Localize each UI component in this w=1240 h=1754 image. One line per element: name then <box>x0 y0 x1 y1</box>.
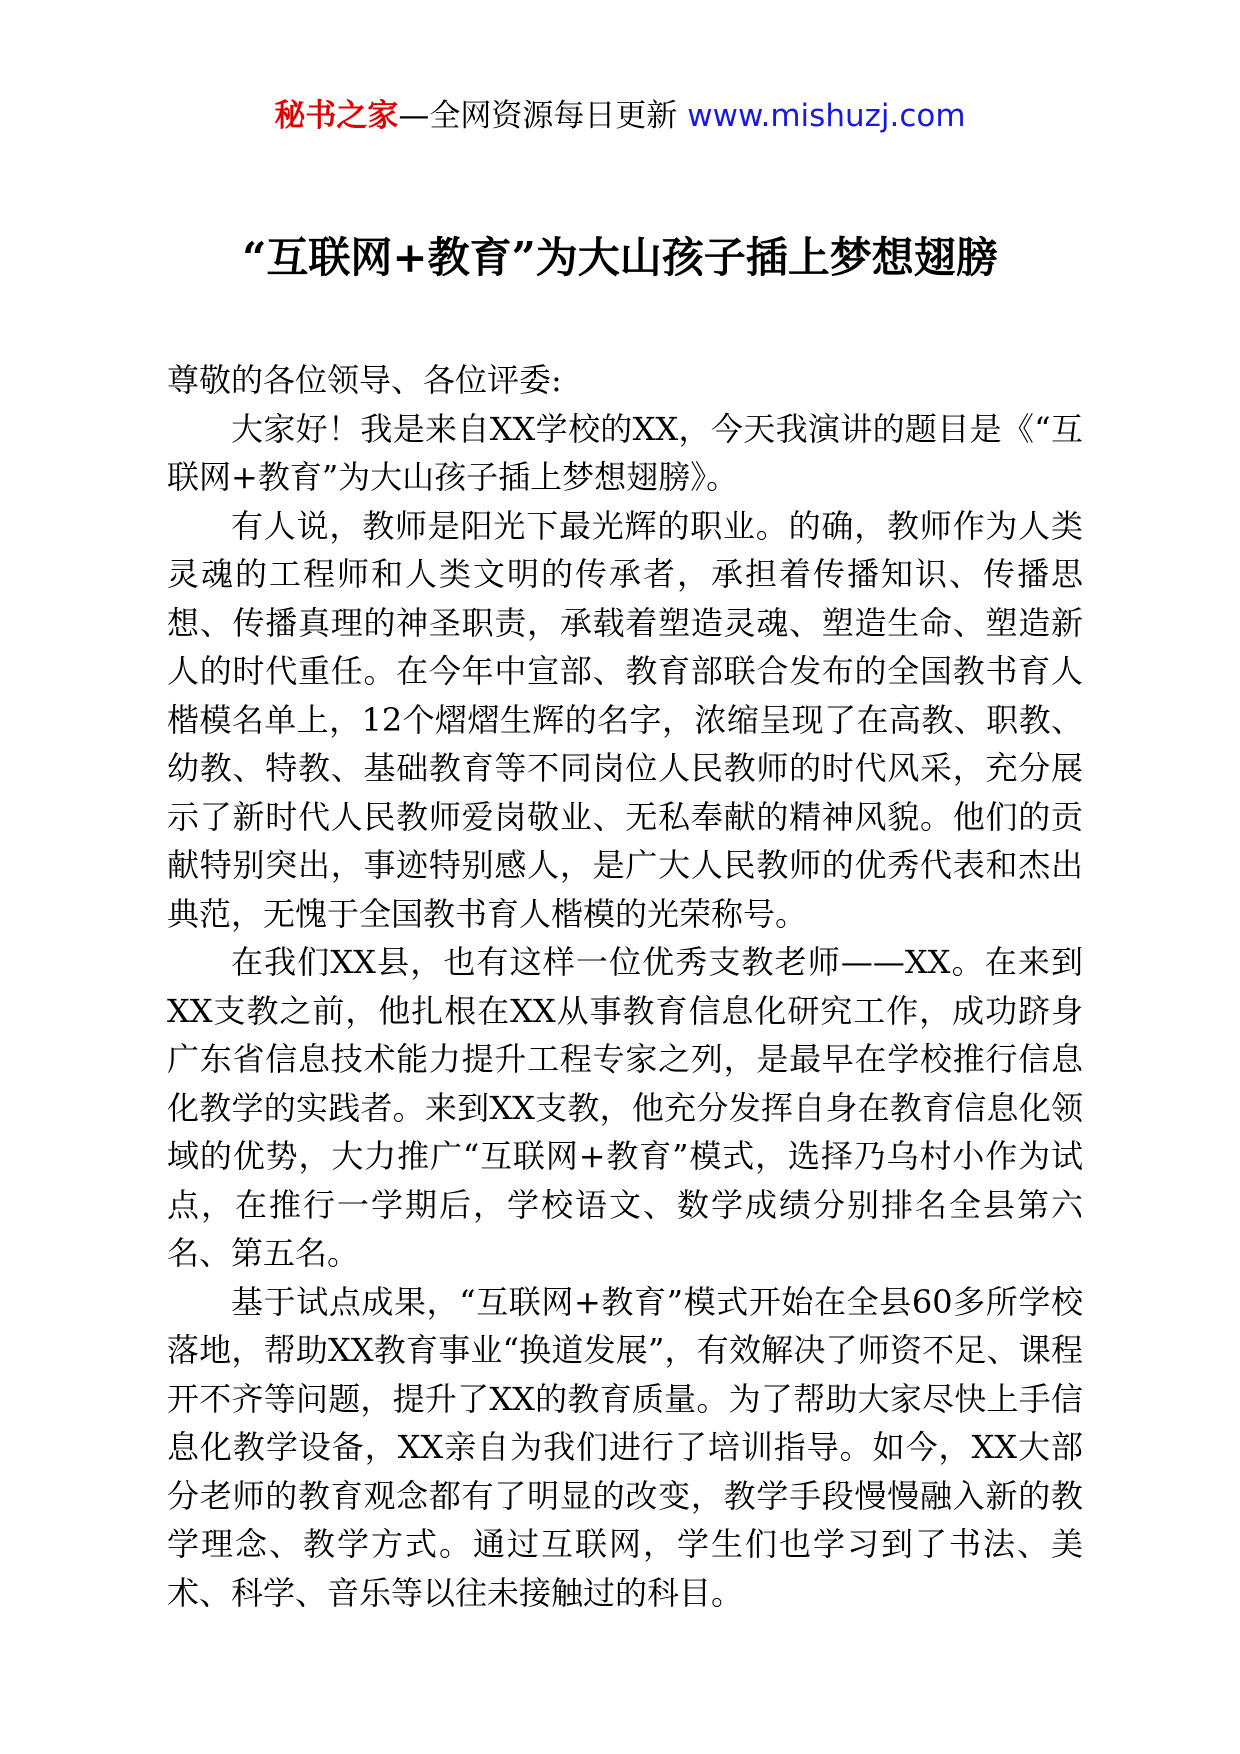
brand-name: 秘书之家 <box>274 98 399 134</box>
document-body <box>167 356 1083 1617</box>
header-slogan: —全网资源每日更新 <box>398 98 678 134</box>
salutation: 尊敬的各位领导、各位评委: <box>167 361 562 399</box>
document-title: “互联网+教育”为大山孩子插上梦想翅膀 <box>242 233 998 282</box>
paragraph: 基于试点成果，“互联网+教育”模式开始在全县60多所学校落地，帮助XX教育事业“换道发展”，有效解决了师资不足、课程开不齐等问题，提升了XX的教育质量。为了帮助大家尽快上手信息化教学设备，XX亲自为我们进行了培训指导。如今，XX大部分老师的教育观念都有了明显的改变，教学手段慢慢融入新的教学理念、教学方式。通过互联网，学生们也学习到了书法、美术、科学、音乐等以往未接触过的科目。 <box>167 1282 1083 1612</box>
paragraph: 大家好！我是来自XX学校的XX，今天我演讲的题目是《“互联网+教育”为大山孩子插上梦想翅膀》。 <box>167 409 1083 496</box>
paragraph: 在我们XX县，也有这样一位优秀支教老师——XX。在来到XX支教之前，他扎根在XX从事教育信息化研究工作，成功跻身广东省信息技术能力提升工程专家之列，是最早在学校推行信息化教学的实践者。来到XX支教，他充分发挥自身在教育信息化领域的优势，大力推广“互联网+教育”模式，选择乃乌村小作为试点，在推行一学期后，学校语文、数学成绩分别排名全县第六名、第五名。 <box>167 943 1083 1272</box>
site-header <box>0 96 1240 136</box>
site-url-link[interactable]: www.mishuzj.com <box>687 98 966 134</box>
paragraph: 有人说，教师是阳光下最光辉的职业。的确，教师作为人类灵魂的工程师和人类文明的传承者，承担着传播知识、传播思想、传播真理的神圣职责，承载着塑造灵魂、塑造生命、塑造新人的时代重任。在今年中宣部、教育部联合发布的全国教书育人楷模名单上，12个熠熠生辉的名字，浓缩呈现了在高教、职教、幼教、特教、基础教育等不同岗位人民教师的时代风采，充分展示了新时代人民教师爱岗敬业、无私奉献的精神风貌。他们的贡献特别突出，事迹特别感人，是广大人民教师的优秀代表和杰出典范，无愧于全国教书育人楷模的光荣称号。 <box>167 506 1083 933</box>
